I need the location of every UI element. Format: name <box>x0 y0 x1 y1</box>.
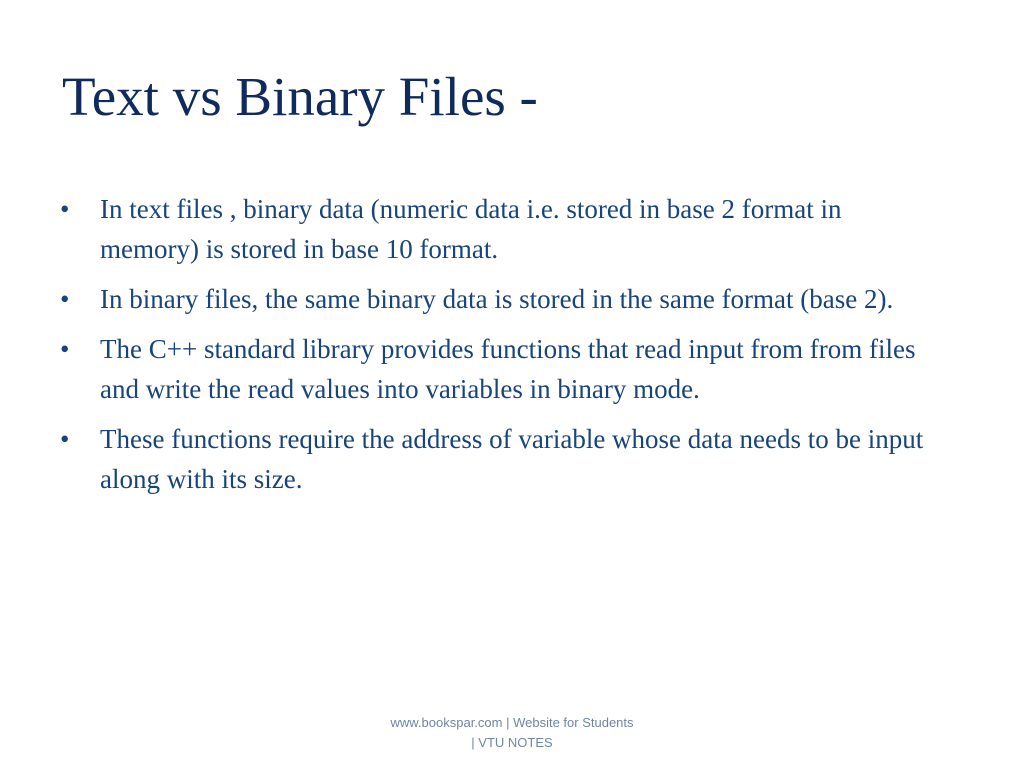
bullet-item <box>60 189 940 269</box>
bullet-item <box>60 329 940 409</box>
bullet-marker: • <box>60 334 70 364</box>
slide-footer <box>360 713 664 753</box>
bullet-text: In text files , binary data (numeric data i.e. stored in base 2 format in memory) is stored in base 10 format. <box>100 194 842 264</box>
bullet-marker: • <box>60 194 70 224</box>
slide-title: Text vs Binary Files - <box>62 66 538 127</box>
bullet-item <box>60 419 940 499</box>
bullet-text: These functions require the address of variable whose data needs to be input along with its size. <box>100 424 924 494</box>
bullet-text: In binary files, the same binary data is stored in the same format (base 2). <box>100 284 894 314</box>
footer-line-2: | VTU NOTES <box>471 735 553 750</box>
bullet-text: The C++ standard library provides functions that read input from from files and write the read values into variables in binary mode. <box>100 334 916 404</box>
bullet-item <box>60 279 940 319</box>
bullet-marker: • <box>60 284 70 314</box>
bullet-list <box>60 189 940 509</box>
footer-line-1: www.bookspar.com | Website for Students <box>390 715 634 730</box>
bullet-marker: • <box>60 424 70 454</box>
